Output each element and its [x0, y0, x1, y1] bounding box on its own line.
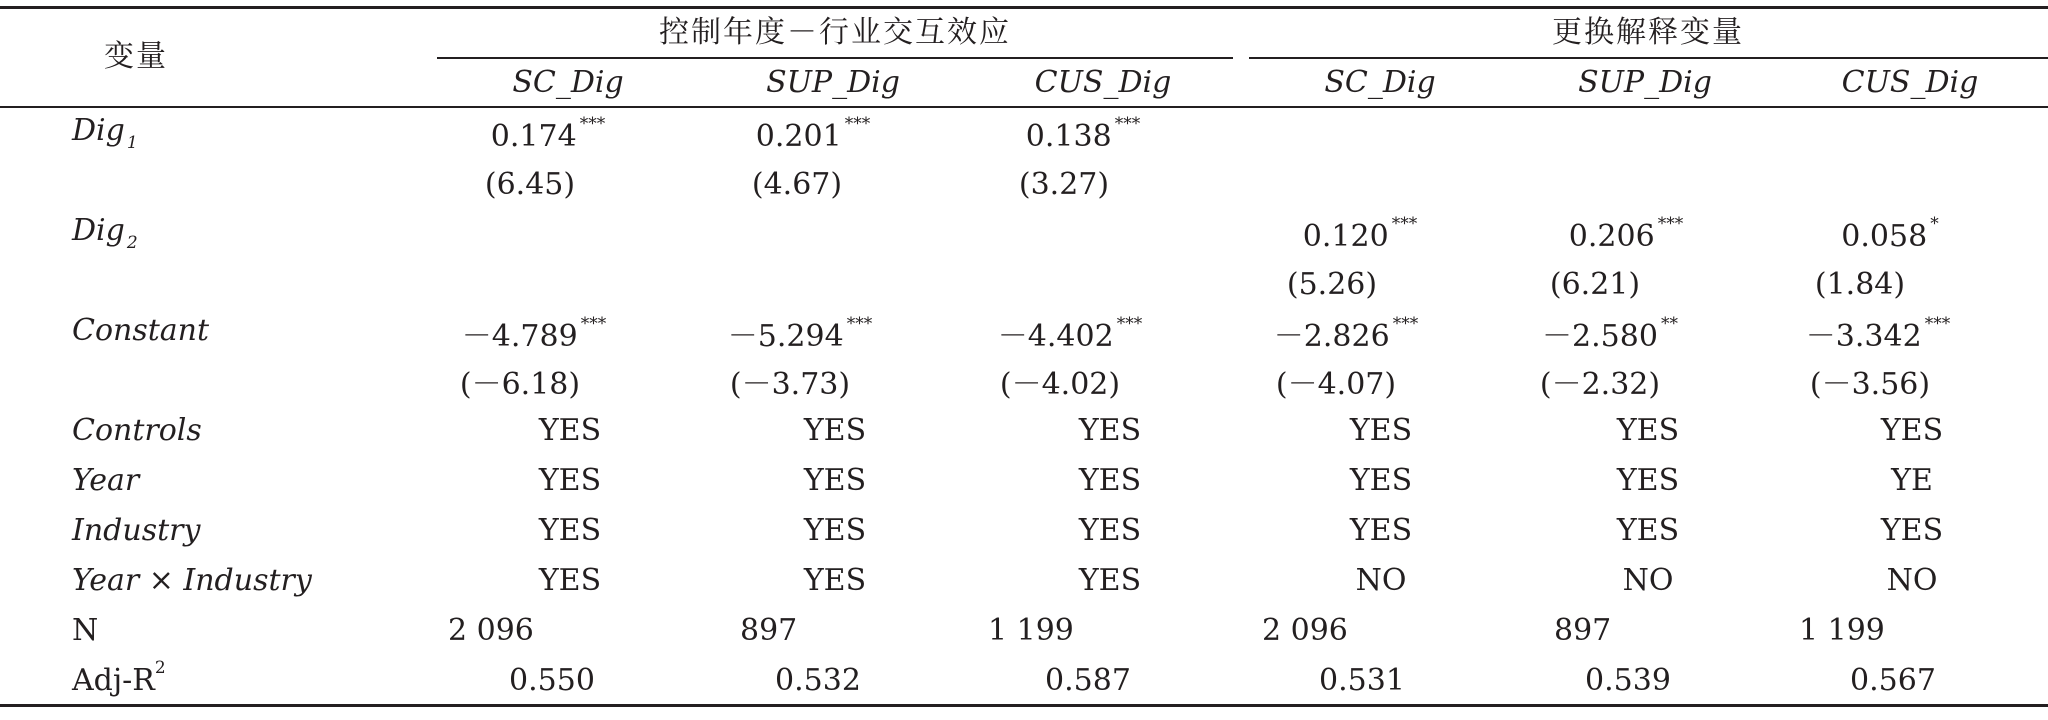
group1-underline: [437, 57, 1233, 59]
cell-tstat: (4.67): [751, 167, 843, 202]
cell-value: 0.567: [1850, 663, 1936, 698]
row-label-n: N: [72, 613, 99, 648]
var-column-header: 变量: [104, 39, 168, 74]
cell-value: 897: [1554, 613, 1612, 648]
cell-value: YES: [1880, 413, 1944, 448]
cell-value: YES: [1078, 463, 1142, 498]
row-label-year: Year: [72, 463, 140, 498]
top-rule: [0, 6, 2048, 9]
cell-coef: －2.580 **: [1542, 314, 1678, 354]
cell-value: YES: [1078, 413, 1142, 448]
column-header-1: SC_Dig: [512, 65, 624, 100]
cell-value: YE: [1891, 463, 1933, 498]
cell-value: YES: [1880, 513, 1944, 548]
cell-value: 1 199: [988, 613, 1074, 648]
row-label-year-x-industry: Year × Industry: [72, 563, 312, 598]
cell-coef: －3.342 ***: [1805, 314, 1951, 354]
cell-value: YES: [538, 463, 602, 498]
row-label-adj-r2: Adj-$R^2$: [72, 658, 166, 698]
cell-value: YES: [538, 563, 602, 598]
cell-value: 0.531: [1319, 663, 1405, 698]
cell-value: 0.587: [1045, 663, 1131, 698]
cell-value: 1 199: [1799, 613, 1885, 648]
cell-coef: －5.294 ***: [727, 314, 873, 354]
cell-value: 0.539: [1585, 663, 1671, 698]
cell-tstat: (－4.02): [999, 367, 1121, 402]
cell-tstat: (－3.73): [729, 367, 851, 402]
cell-value: 2 096: [1262, 613, 1348, 648]
cell-coef: 0.058 *: [1841, 214, 1939, 254]
cell-value: YES: [1616, 413, 1680, 448]
cell-value: YES: [538, 513, 602, 548]
cell-value: YES: [1616, 513, 1680, 548]
cell-value: YES: [1349, 463, 1413, 498]
cell-value: NO: [1355, 563, 1407, 598]
cell-value: YES: [538, 413, 602, 448]
cell-tstat: (－3.56): [1809, 367, 1931, 402]
cell-tstat: (－6.18): [459, 367, 581, 402]
cell-coef: －4.402 ***: [997, 314, 1143, 354]
row-label-industry: Industry: [72, 513, 201, 548]
header-rule: [0, 106, 2048, 108]
group2-underline: [1249, 57, 2048, 59]
cell-value: YES: [1078, 563, 1142, 598]
column-header-2: SUP_Dig: [766, 65, 900, 100]
cell-tstat: (－2.32): [1539, 367, 1661, 402]
row-label-controls: Controls: [72, 413, 202, 448]
cell-coef: 0.138 ***: [1025, 114, 1141, 154]
cell-value: 897: [740, 613, 798, 648]
cell-tstat: (3.27): [1018, 167, 1110, 202]
column-header-3: CUS_Dig: [1034, 65, 1172, 100]
cell-tstat: (1.84): [1814, 267, 1906, 302]
group-header-alt-variable: 更换解释变量: [1552, 15, 1744, 50]
cell-coef: 0.120 ***: [1302, 214, 1418, 254]
cell-tstat: (5.26): [1286, 267, 1378, 302]
cell-coef: －4.789 ***: [461, 314, 607, 354]
row-label-constant: Constant: [72, 313, 210, 348]
cell-coef: 0.201 ***: [755, 114, 871, 154]
cell-tstat: (－4.07): [1275, 367, 1397, 402]
row-label-dig2: Dig $_2$: [72, 213, 138, 253]
row-label-dig1: Dig $_1$: [72, 113, 138, 153]
group-header-year-industry: 控制年度－行业交互效应: [659, 15, 1011, 50]
cell-value: YES: [803, 563, 867, 598]
cell-value: NO: [1622, 563, 1674, 598]
cell-tstat: (6.45): [484, 167, 576, 202]
cell-value: YES: [1349, 413, 1413, 448]
cell-tstat: (6.21): [1549, 267, 1641, 302]
column-header-6: CUS_Dig: [1841, 65, 1979, 100]
cell-value: YES: [803, 413, 867, 448]
cell-value: YES: [803, 463, 867, 498]
cell-value: 0.532: [775, 663, 861, 698]
cell-value: NO: [1886, 563, 1938, 598]
cell-value: YES: [1078, 513, 1142, 548]
cell-coef: 0.174 ***: [490, 114, 606, 154]
cell-value: YES: [803, 513, 867, 548]
column-header-5: SUP_Dig: [1578, 65, 1712, 100]
cell-coef: 0.206 ***: [1568, 214, 1684, 254]
cell-value: 2 096: [448, 613, 534, 648]
cell-value: YES: [1349, 513, 1413, 548]
cell-coef: －2.826 ***: [1273, 314, 1419, 354]
cell-value: YES: [1616, 463, 1680, 498]
bottom-rule: [0, 704, 2048, 707]
cell-value: 0.550: [509, 663, 595, 698]
column-header-4: SC_Dig: [1324, 65, 1436, 100]
